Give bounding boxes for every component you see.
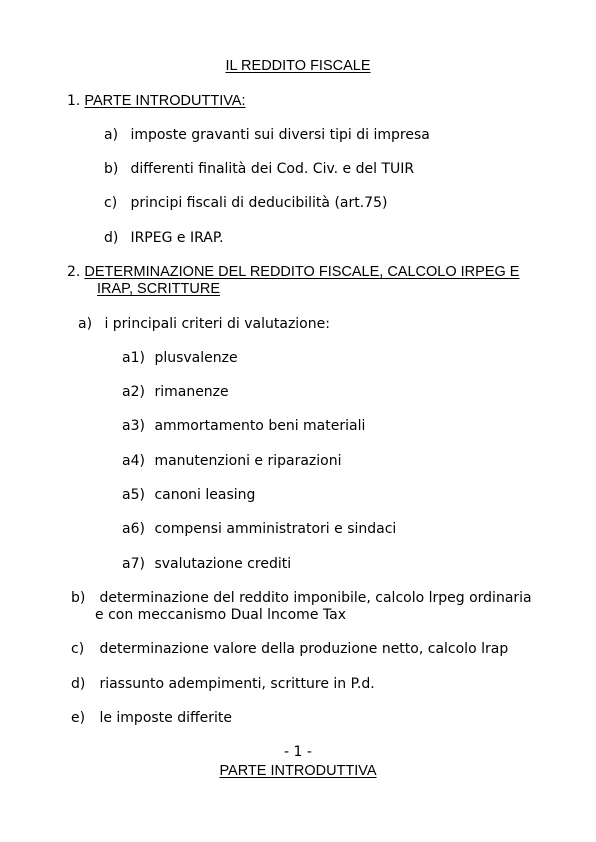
- section-1-title: PARTE INTRODUTTIVA:: [84, 93, 246, 109]
- list-marker: c): [71, 641, 85, 657]
- list-marker: b): [71, 590, 86, 606]
- list-item-text: riassunto adempimenti, scritture in P.d.: [99, 676, 375, 692]
- list-item: [104, 230, 224, 247]
- list-item-text: manutenzioni e riparazioni: [154, 453, 342, 469]
- sub-list-item: [122, 556, 291, 573]
- sub-list-item: [122, 418, 365, 435]
- list-marker: a3): [122, 418, 145, 434]
- sub-list-item: [122, 453, 341, 470]
- list-marker: c): [104, 195, 118, 211]
- list-item: [104, 127, 430, 144]
- list-item: [71, 641, 508, 658]
- list-item-text: le imposte differite: [99, 710, 233, 726]
- section-2-title-line2: IRAP, SCRITTURE: [97, 281, 221, 297]
- list-item-text: differenti finalità dei Cod. Civ. e del TUIR: [130, 161, 415, 177]
- page-number: - 1 -: [284, 744, 312, 760]
- list-item-text: i principali criteri di valutazione:: [104, 316, 330, 332]
- list-item-text: imposte gravanti sui diversi tipi di impresa: [130, 127, 430, 143]
- list-item-text: ammortamento beni materiali: [154, 418, 366, 434]
- list-marker: a6): [122, 521, 145, 537]
- sub-list-item: [122, 350, 238, 367]
- list-marker: a): [104, 127, 119, 143]
- list-item: [104, 161, 414, 178]
- sub-list-item: [122, 384, 229, 401]
- list-item: [71, 676, 375, 693]
- list-item-text: compensi amministratori e sindaci: [154, 521, 397, 537]
- list-marker: a1): [122, 350, 145, 366]
- list-marker: a4): [122, 453, 145, 469]
- section-2-number: 2.: [67, 264, 81, 280]
- list-item-text: svalutazione crediti: [154, 556, 292, 572]
- section-2-heading: [67, 264, 519, 281]
- list-marker: d): [71, 676, 86, 692]
- list-item-text: determinazione del reddito imponibile, calcolo lrpeg ordinaria: [99, 590, 532, 606]
- document-title: IL REDDITO FISCALE: [225, 58, 371, 74]
- sub-list-item: [122, 521, 396, 538]
- list-item-text: IRPEG e IRAP.: [130, 230, 224, 246]
- list-item: [104, 195, 387, 212]
- list-item: [71, 590, 532, 607]
- list-item-text: determinazione valore della produzione netto, calcolo lrap: [99, 641, 509, 657]
- list-item-text: rimanenze: [154, 384, 229, 400]
- list-marker: a2): [122, 384, 145, 400]
- list-item-text: principi fiscali di deducibilità (art.75): [130, 195, 388, 211]
- section-1-heading: [67, 93, 246, 110]
- list-item-text: plusvalenze: [154, 350, 238, 366]
- next-page-heading: PARTE INTRODUTTIVA: [219, 763, 377, 779]
- sub-list-item: [122, 487, 255, 504]
- list-item-continuation: e con meccanismo Dual lncome Tax: [95, 607, 346, 623]
- list-item: [78, 316, 330, 333]
- section-1-number: 1.: [67, 93, 81, 109]
- list-marker: e): [71, 710, 86, 726]
- list-marker: b): [104, 161, 119, 177]
- list-item: [71, 710, 232, 727]
- list-marker: a5): [122, 487, 145, 503]
- list-marker: a): [78, 316, 93, 332]
- list-marker: a7): [122, 556, 145, 572]
- list-marker: d): [104, 230, 119, 246]
- section-2-heading-line2: [97, 281, 220, 298]
- section-2-title-line1: DETERMINAZIONE DEL REDDITO FISCALE, CALCOLO IRPEG E: [84, 264, 520, 280]
- list-item-text: canoni leasing: [154, 487, 256, 503]
